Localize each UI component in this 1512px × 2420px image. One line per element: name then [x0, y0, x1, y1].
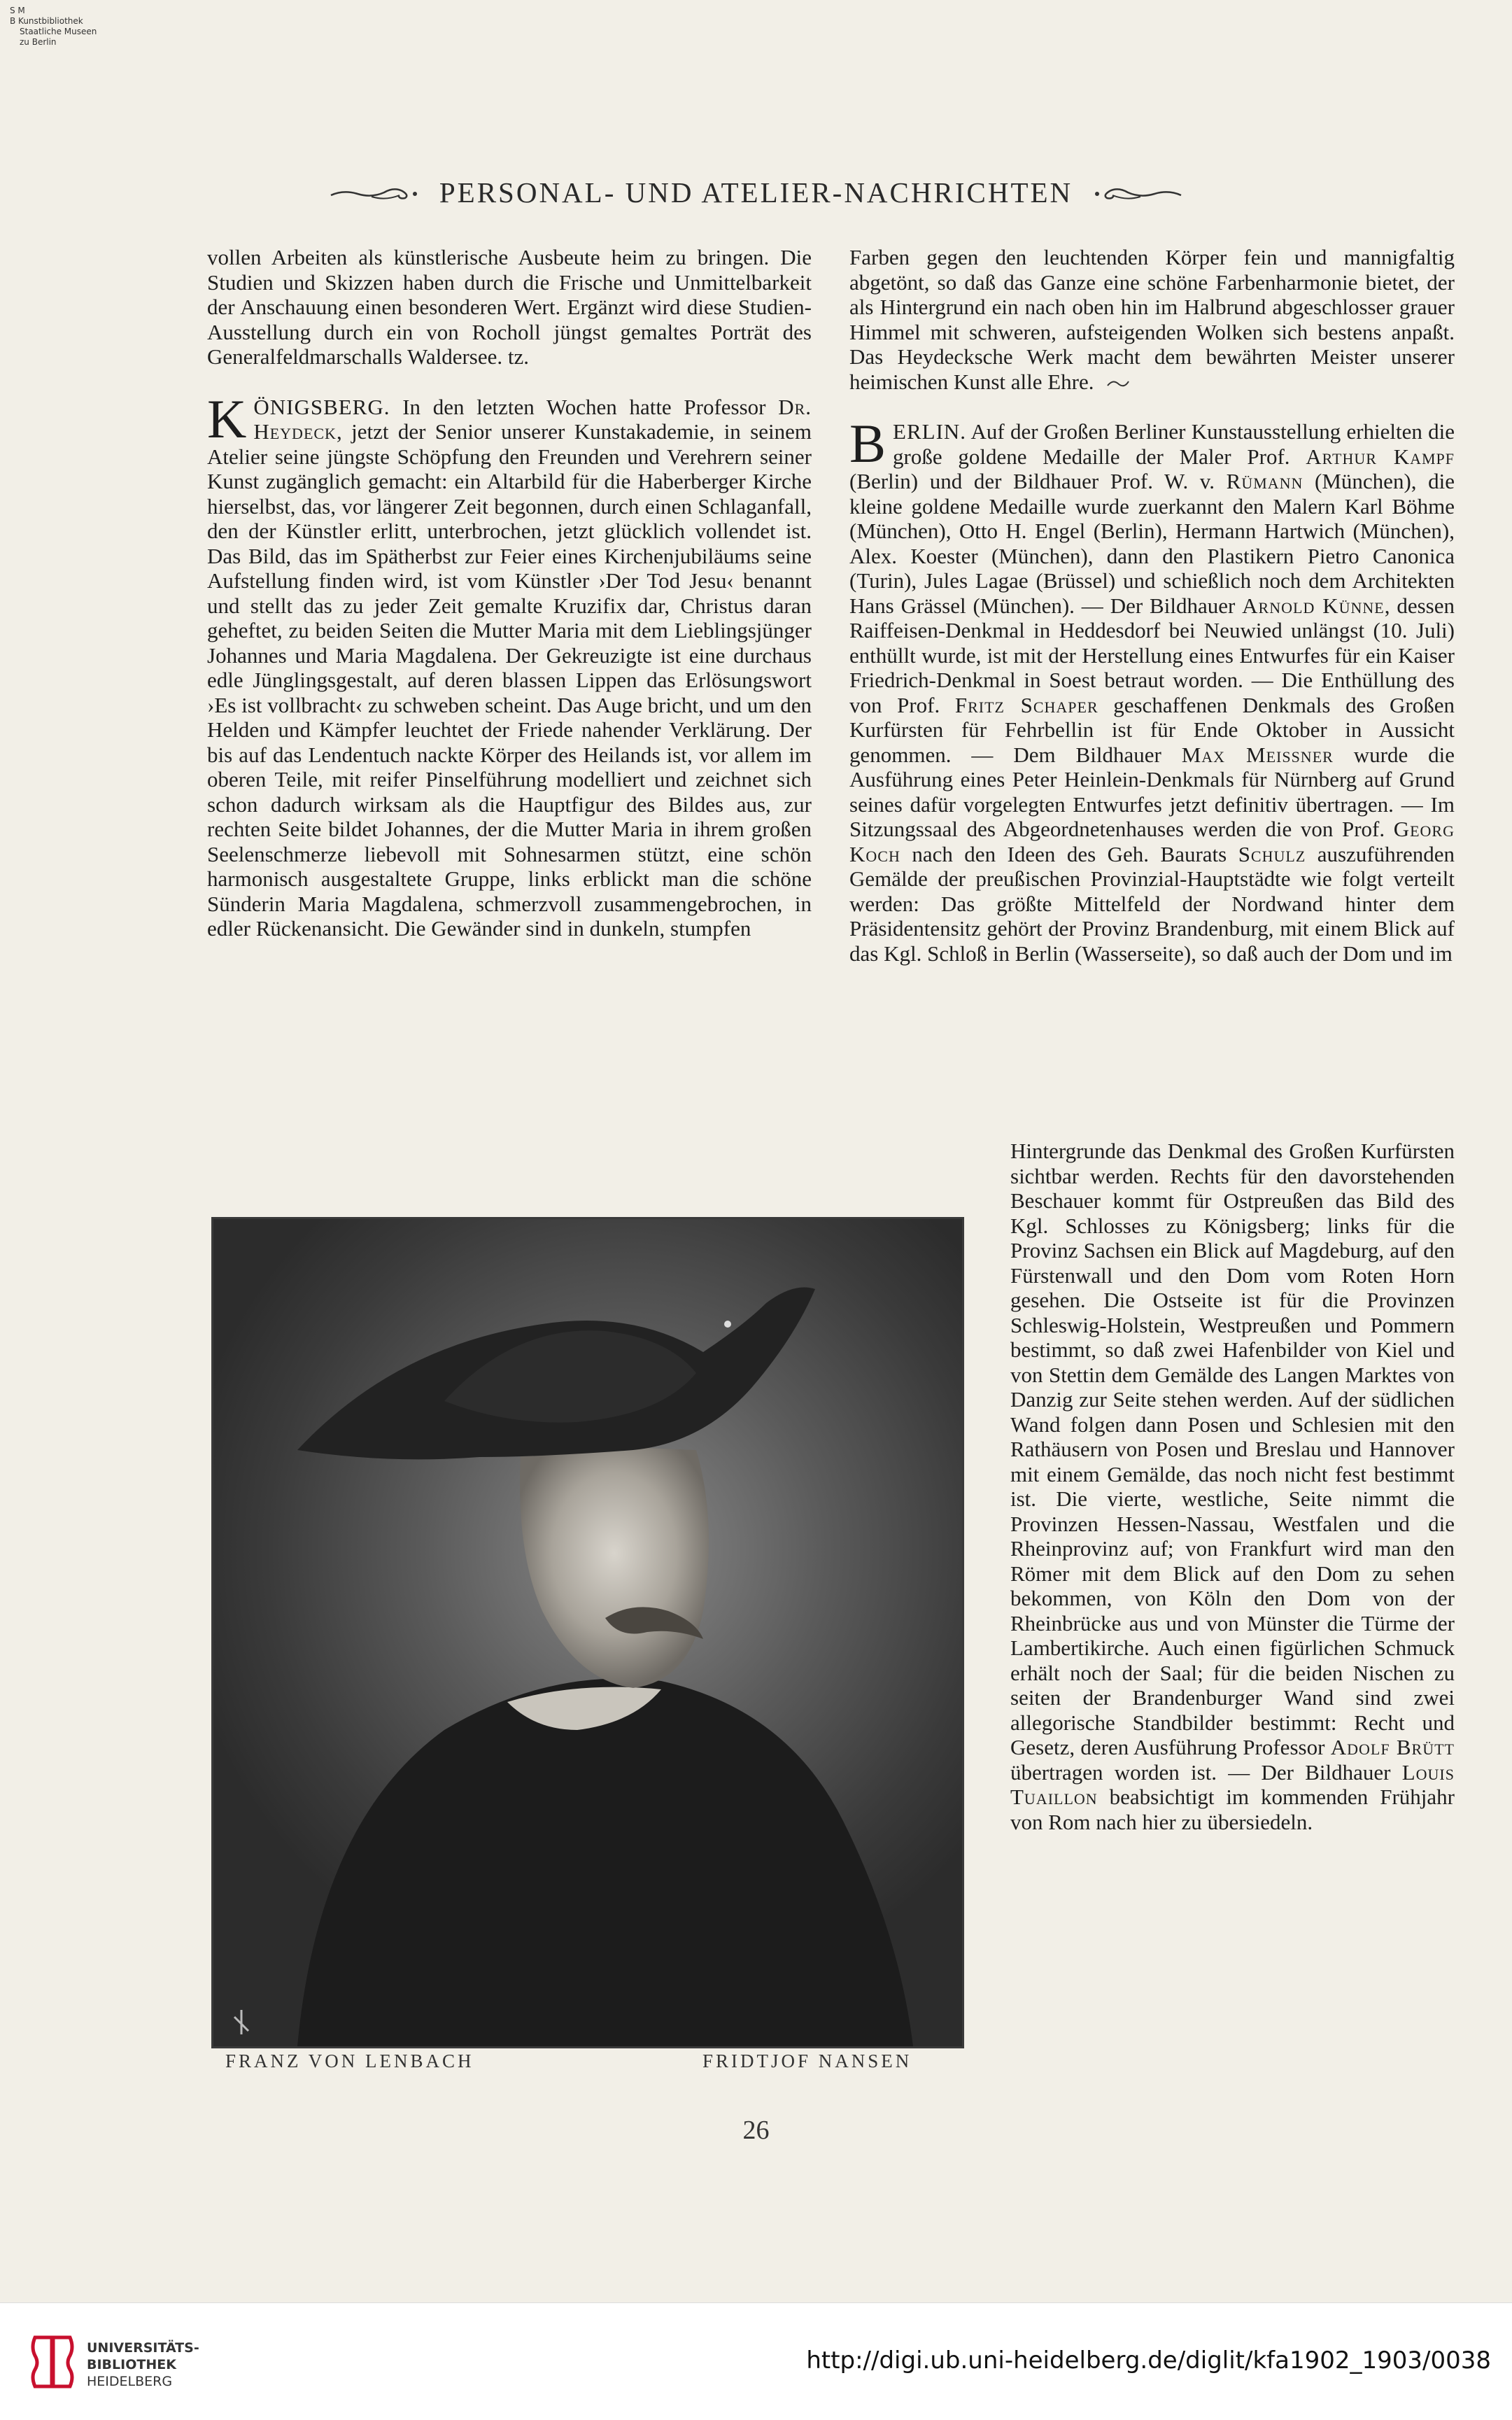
library-line: HEIDELBERG	[87, 2374, 173, 2389]
stamp-line: Staatliche Museen	[20, 27, 97, 36]
person-name: Rümann	[1226, 469, 1303, 493]
stamp-line: zu Berlin	[20, 37, 57, 47]
person-name: Louis Tuaillon	[1010, 1759, 1455, 1809]
person-name: Max Meissner	[1181, 742, 1334, 767]
text-run: übertragen worden ist. — Der Bildhauer	[1010, 1759, 1402, 1785]
right-column-continued	[1010, 1139, 1455, 1834]
text-run: (München), die kleine goldene Medaille wurde zuerkannt den Malern Karl Böhme (München), Otto H. Engel (Berlin), Hermann Hartwich (München), Alex. Koester (München), dann den Plastikern Pietro Canonica (Turin), Jules Lagae (Brüssel) und schießlich noch dem Architekten Hans Grässel (München). — Der Bildhauer	[849, 469, 1455, 618]
face-shape	[520, 1443, 709, 1688]
person-name: Arnold Künne	[1242, 593, 1385, 618]
coat-shape	[297, 1678, 913, 2046]
paragraph	[849, 245, 1455, 394]
ornament-right-icon	[1091, 180, 1182, 205]
person-name: Adolf Brütt	[1330, 1735, 1455, 1759]
library-stamp	[10, 6, 150, 48]
end-ornament-icon	[1106, 377, 1130, 390]
text-run: , jetzt der Senior unserer Kunstakademie, in seinem Atelier seine jüngste Schöpfung den Freunden und Verehrern seiner Kunst zugänglich gemacht: ein Altarbild für die Haberberger Kirche hierselbst, das, vor längerer Zeit begonnen, durch einen Schlaganfall, den der Künstler erlitt, unterbrochen, jetzt glücklich vollendet ist. Das Bild, das im Spätherbst zur Feier eines Kirchenjubiläums seine Aufstellung finden wird, ist vom Künstler ›Der Tod Jesu‹ benannt und stellt das zu jeder Zeit gemalte Kruzifix dar, Christus daran geheftet, zu beiden Seiten die Mutter Maria mit dem Lieblingsjünger Johannes und Maria Magdalena. Der Gekreuzigte ist eine durchaus edle Jünglingsgestalt, auf deren blassen Lippen das Erlösungswort ›Es ist vollbracht‹ zu schweben scheint. Das Auge bricht, und um den Helden und Kämpfer leuchtet der Friede nahender Verklärung. Der bis auf das Lendentuch nackte Körper des Heilands ist, vor allem im oberen Teile, mit reifer Pinselführung modelliert und zeichnet sich schon dadurch wirksam als die Hauptfigur des Bildes aus, zur rechten Seite bildet Johannes, der die Mutter Maria in ihrem großen Seelenschmerze liebevoll mit Sohnesarmen stützt, eine schön harmonisch ausgestaltete Gruppe, links erblickt man die schöne Sünderin Maria Magdalena, schmerzvoll zusammengebrochen, in edler Rückenansicht. Die Gewänder sind in dunkeln, stumpfen	[207, 419, 812, 941]
text-run: Auf der Großen Berliner Kunstausstellung erhielten die große goldene Medaille der Maler Prof.	[893, 419, 1455, 469]
text-run: In den letzten Wochen hatte Professor	[402, 394, 779, 419]
text-run: auszuführenden Gemälde der preußischen Provinzial-Hauptstädte wie folgt verteilt werden: Das größte Mittelfeld der Nordwand hinter dem Präsidentensitz gehört der Provinz Brandenburg, mit einem Blick auf das Kgl. Schloß in Berlin (Wasserseite), so daß auch der Dom und im	[849, 841, 1455, 966]
caption-subject: FRIDTJOF NANSEN	[702, 2050, 912, 2071]
page-number: 26	[742, 2116, 770, 2145]
monogram-mark	[234, 2010, 248, 2034]
text-run: beabsichtigt im kommenden Frühjahr von Rom nach hier zu übersiedeln.	[1010, 1785, 1455, 1834]
person-name: Georg Koch	[849, 817, 1455, 866]
city-heading: ÖNIGSBERG.	[253, 394, 390, 419]
header-title: PERSONAL- UND ATELIER-NACHRICHTEN	[439, 176, 1073, 209]
portrait-drawing	[213, 1219, 962, 2046]
stamp-line: B Kunstbibliothek	[10, 16, 83, 26]
hat-pin	[724, 1321, 731, 1328]
stamp-line: S M	[10, 6, 25, 15]
university-logo-icon	[28, 2335, 77, 2389]
paragraph: vollen Arbeiten als künstlerische Ausbeute heim zu bringen. Die Studien und Skizzen haben durch die Frische und Unmittelbarkeit der Anschauung einen besonderen Wert. Ergänzt wird diese Studien-Ausstellung durch ein von Rocholl jüngst gemaltes Porträt des Generalfeldmarschalls Waldersee. tz.	[207, 245, 812, 369]
permalink-url[interactable]: http://digi.ub.uni-heidelberg.de/diglit/kfa1902_1903/0038	[806, 2347, 1491, 2375]
person-name: Dr. Heydeck	[253, 394, 812, 444]
left-column	[207, 245, 812, 941]
text-run: Hintergrunde das Denkmal des Großen Kurfürsten sichtbar werden. Rechts für den davorstehenden Beschauer kommt für Ostpreußen das Bild des Kgl. Schlosses zu Königsberg; links für die Provinz Sachsen ein Blick auf Magdeburg, auf den Fürstenwall und den Dom vom Roten Horn gesehen. Die Ostseite ist für die Provinzen Schleswig-Holstein, Westpreußen und Pommern bestimmt, so daß zwei Hafenbilder von Kiel und von Stettin dem Gemälde des Langen Marktes von Danzig zur Seite stehen werden. Auf der südlichen Wand folgen dann Posen und Schlesien mit den Rathäusern von Posen und Breslau und Hannover mit einem Gemälde, das noch nicht fest bestimmt ist. Die vierte, westliche, Seite nimmt die Provinzen Hessen-Nassau, Westfalen und die Rheinprovinz auf; von Frankfurt wird man den Römer mit dem Blick auf den Dom zu sehen bekommen, von Köln den Dom von der Rheinbrücke aus und von Münster die Türme der Lambertikirche. Auch einen figürlichen Schmuck erhält noch der Saal; für die beiden Nischen zu seiten der Brandenburger Wand sind zwei allegorische Standbilder bestimmt: Recht und Gesetz, deren Ausführung Professor	[1010, 1139, 1455, 1759]
drop-cap: K	[207, 388, 247, 449]
library-line: BIBLIOTHEK	[87, 2357, 176, 2372]
portrait-illustration	[211, 1217, 964, 2048]
paragraph-berlin	[849, 413, 1455, 966]
text-run: wurde die Ausführung eines Peter Heinlein-Denkmals für Nürnberg auf Grund seines dafür vorgelegten Entwurfes jetzt definitiv übertragen. — Im Sitzungssaal des Abgeordnetenhauses werden die von Prof.	[849, 742, 1455, 841]
text-run: geschaffenen Denkmals des Großen Kurfürsten für Fehrbellin ist für Ende Oktober in Aussicht genommen. — Dem Bildhauer	[849, 692, 1455, 767]
section-header	[0, 172, 1512, 214]
paragraph-koenigsberg	[207, 388, 812, 941]
person-name: Schulz	[1238, 841, 1306, 866]
drop-cap: B	[849, 413, 886, 474]
person-name: Fritz Schaper	[954, 692, 1098, 717]
text-run: Farben gegen den leuchtenden Körper fein und mannigfaltig abgetönt, so daß das Ganze eine schöne Farbenharmonie bietet, der als Hintergrund ein nach oben hin im Halbrund abgeschlosser grauer Himmel mit schweren, aufsteigenden Wolken sich bestens anpaßt. Das Heydecksche Werk macht dem bewährten Meister unserer heimischen Kunst alle Ehre.	[849, 245, 1455, 394]
caption-artist: FRANZ VON LENBACH	[225, 2050, 474, 2071]
person-name: Arthur Kampf	[1306, 444, 1455, 469]
text-run: (Berlin) und der Bildhauer Prof. W. v.	[849, 469, 1227, 493]
text-run: nach den Ideen des Geh. Baurats	[900, 841, 1238, 866]
text-run: , dessen Raiffeisen-Denkmal in Heddesdorf bei Neuwied unlängst (10. Juli) enthüllt wurde, ist mit der Herstellung eines Entwurfes für ein Kaiser Friedrich-Denkmal in Soest betraut worden. — Die Enthüllung des von Prof.	[849, 593, 1455, 717]
right-column	[849, 245, 1455, 966]
city-heading: ERLIN.	[893, 419, 967, 444]
library-line: UNIVERSITÄTS-	[87, 2340, 199, 2356]
library-name	[87, 2340, 199, 2390]
footer-bar	[0, 2302, 1512, 2420]
paragraph	[1010, 1139, 1455, 1834]
ornament-left-icon	[330, 180, 421, 205]
